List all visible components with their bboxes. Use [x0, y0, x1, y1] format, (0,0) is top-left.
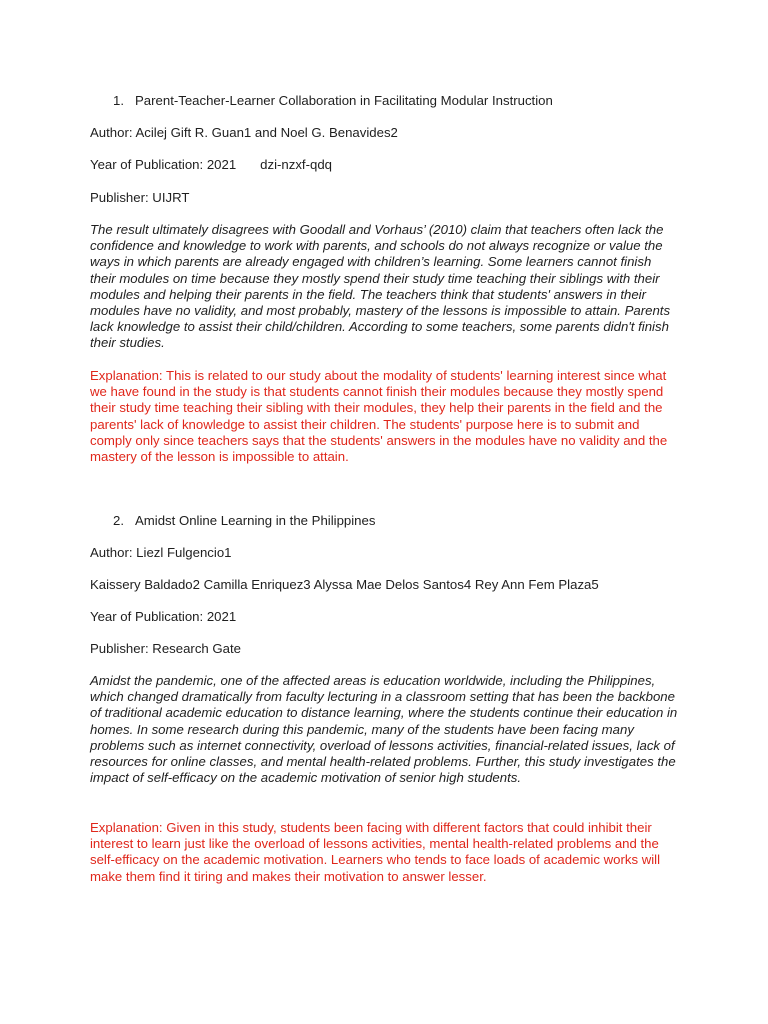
entry-2-author: Author: Liezl Fulgencio1 — [90, 545, 232, 560]
entry-1-year-line — [90, 157, 680, 173]
entry-1-explanation: Explanation: This is related to our study about the modality of students' learning interest since what we have found in the study is that students cannot finish their modules because they mostly spend their study time teaching their sibling with their modules, they help their parents in the field and the parents' lack of knowledge to assist their children. The students' purpose here is to submit and comply only since teachers says that the students' answers in the modules have no validity and the mastery of the lesson is impossible to attain. — [90, 368, 668, 465]
entry-1-publisher: Publisher: UIJRT — [90, 190, 190, 205]
entry-1-author: Author: Acilej Gift R. Guan1 and Noel G. Benavides2 — [90, 125, 398, 140]
entry-1-summary: The result ultimately disagrees with Goodall and Vorhaus’ (2010) claim that teachers often lack the confidence and knowledge to work with parents, and schools do not always recognize or value the ways in which parents are already engaged with children’s learning. Some learners cannot finish their modules on time because they mostly spend their study time teaching their siblings with their modules and helping their parents in the field. The teachers think that students' answers in their modules have no validity, and most probably, mastery of the lessons is impossible to attain. Parents lack knowledge to assist their child/children. According to some teachers, some parents didn't finish their studies. — [90, 222, 671, 351]
entry-2-coauthors: Kaissery Baldado2 Camilla Enriquez3 Alyssa Mae Delos Santos4 Rey Ann Fem Plaza5 — [90, 577, 599, 592]
entry-1-number: 1. — [113, 93, 124, 108]
entry-1-year: Year of Publication: 2021 — [90, 157, 237, 172]
entry-1-title: Parent-Teacher-Learner Collaboration in Facilitating Modular Instruction — [135, 93, 553, 108]
entry-1-code: dzi-nzxf-qdq — [260, 157, 332, 172]
entry-2-title: Amidst Online Learning in the Philippines — [135, 513, 376, 528]
entry-2-explanation: Explanation: Given in this study, students been facing with different factors that could inhibit their interest to learn just like the overload of lessons activities, mental health-related problems and the self-efficacy on the academic motivation. Learners who tends to face loads of academic works will make them find it tiring and makes their motivation to answer lesser. — [90, 820, 661, 884]
entry-2-summary: Amidst the pandemic, one of the affected areas is education worldwide, including the Philippines, which changed dramatically from faculty lecturing in a classroom setting that has been the backbone of traditional academic education to distance learning, where the students continue their education in homes. In some research during this pandemic, many of the students have been facing many problems such as internet connectivity, overload of lessons activities, financial-related issues, lack of resources for online classes, and mental health-related problems. Further, this study investigates the impact of self-efficacy on the academic motivation of senior high students. — [90, 673, 678, 786]
entry-2-number: 2. — [113, 513, 124, 528]
entry-2-year: Year of Publication: 2021 — [90, 609, 237, 624]
entry-2-publisher: Publisher: Research Gate — [90, 641, 241, 656]
